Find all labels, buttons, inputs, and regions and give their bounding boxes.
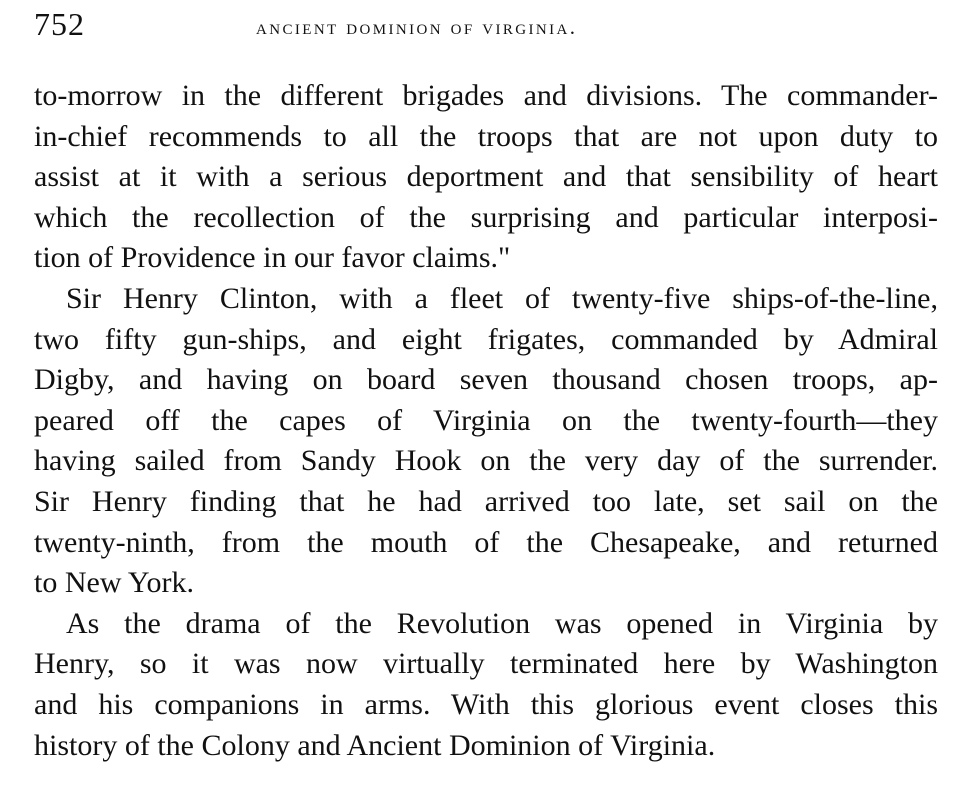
text-line: Sir Henry finding that he had arrived too late, set sail on the bbox=[34, 484, 938, 518]
text-line: history of the Colony and Ancient Dominion of Virginia. bbox=[34, 728, 716, 762]
text-line: twenty-ninth, from the mouth of the Chesapeake, and returned bbox=[34, 525, 938, 559]
text-line: to New York. bbox=[34, 566, 195, 600]
page-header bbox=[0, 0, 969, 60]
running-title: ancient dominion of virginia. bbox=[256, 15, 578, 39]
text-line: and his companions in arms. With this glorious event closes this bbox=[34, 687, 938, 721]
text-line: As the drama of the Revolution was opened in Virginia by bbox=[66, 606, 938, 640]
body-text bbox=[34, 76, 938, 766]
text-line: to-morrow in the different brigades and divisions. The commander- bbox=[34, 79, 938, 112]
text-line: Digby, and having on board seven thousand chosen troops, ap- bbox=[34, 363, 938, 397]
text-line: assist at it with a serious deportment and that sensibility of heart bbox=[34, 160, 938, 194]
text-line: peared off the capes of Virginia on the twenty-fourth—they bbox=[34, 403, 938, 437]
text-line: which the recollection of the surprising and particular interposi- bbox=[34, 200, 938, 234]
text-line: tion of Providence in our favor claims." bbox=[34, 241, 511, 275]
text-line: in-chief recommends to all the troops that are not upon duty to bbox=[34, 119, 938, 153]
page-number: 752 bbox=[34, 6, 85, 42]
text-line: two fifty gun-ships, and eight frigates, commanded by Admiral bbox=[34, 322, 938, 356]
text-line: Sir Henry Clinton, with a fleet of twenty-five ships-of-the-line, bbox=[66, 281, 938, 315]
text-line: Henry, so it was now virtually terminated here by Washington bbox=[34, 647, 938, 681]
text-line: having sailed from Sandy Hook on the very day of the surrender. bbox=[34, 444, 938, 478]
